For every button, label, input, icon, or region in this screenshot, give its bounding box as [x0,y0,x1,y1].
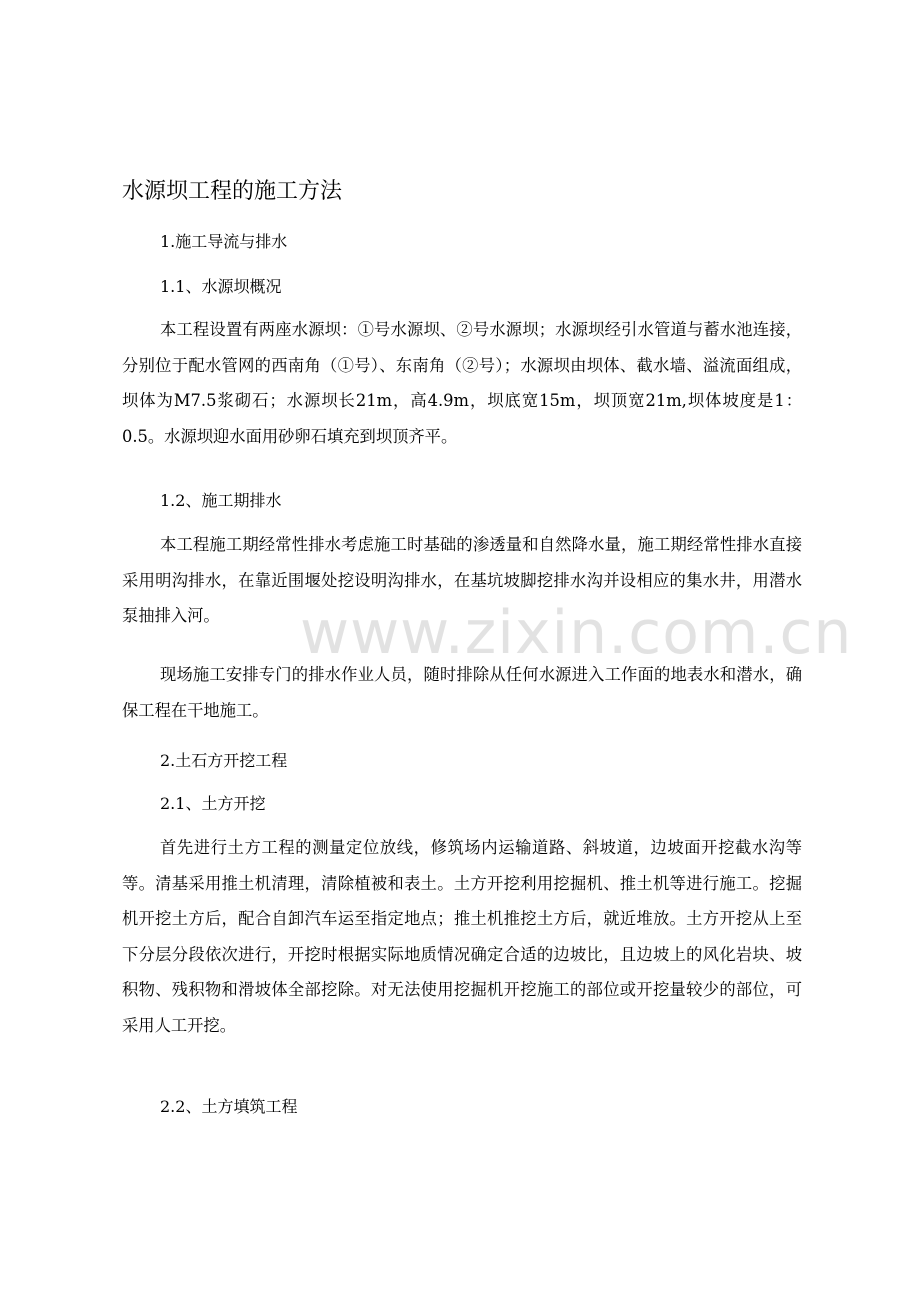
paragraph-dam-overview: 本工程设置有两座水源坝：①号水源坝、②号水源坝；水源坝经引水管道与蓄水池连接，分别位于配水管网的西南角（①号）、东南角（②号）；水源坝由坝体、截水墙、溢流面组成，坝体为M7.5浆砌石；水源坝长21m，高4.9m，坝底宽15m，坝顶宽21m,坝体坡度是1：0.5。水源坝迎水面用砂卵石填充到坝顶齐平。 [122,320,802,446]
paragraph-drainage: 本工程施工期经常性排水考虑施工时基础的渗透量和自然降水量，施工期经常性排水直接采用明沟排水，在靠近围堰处挖设明沟排水，在基坑坡脚挖排水沟并设相应的集水井，用潜水泵抽排入河。 [122,535,802,625]
paragraph-drainage-staff: 现场施工安排专门的排水作业人员，随时排除从任何水源进入工作面的地表水和潜水，确保工程在干地施工。 [122,665,802,720]
section-heading-2: 2.土石方开挖工程 [160,751,288,770]
section-heading-1-2: 1.2、施工期排水 [160,491,282,510]
section-heading-2-2: 2.2、土方填筑工程 [160,1097,298,1116]
watermark: www.zixin.com.cn [300,598,853,668]
section-heading-2-1: 2.1、土方开挖 [160,794,266,813]
paragraph-earth-excavation: 首先进行土方工程的测量定位放线，修筑场内运输道路、斜坡道，边坡面开挖截水沟等等。清基采用推土机清理，清除植被和表土。土方开挖利用挖掘机、推土机等进行施工。挖掘机开挖土方后，配合自卸汽车运至指定地点；推土机推挖土方后，就近堆放。土方开挖从上至下分层分段依次进行，开挖时根据实际地质情况确定合适的边坡比，且边坡上的风化岩块、坡积物、残积物和滑坡体全部挖除。对无法使用挖掘机开挖施工的部位或开挖量较少的部位，可采用人工开挖。 [122,838,802,1035]
section-heading-1-1: 1.1、水源坝概况 [160,277,282,296]
document-title: 水源坝工程的施工方法 [122,179,343,204]
section-heading-1: 1.施工导流与排水 [160,232,288,251]
